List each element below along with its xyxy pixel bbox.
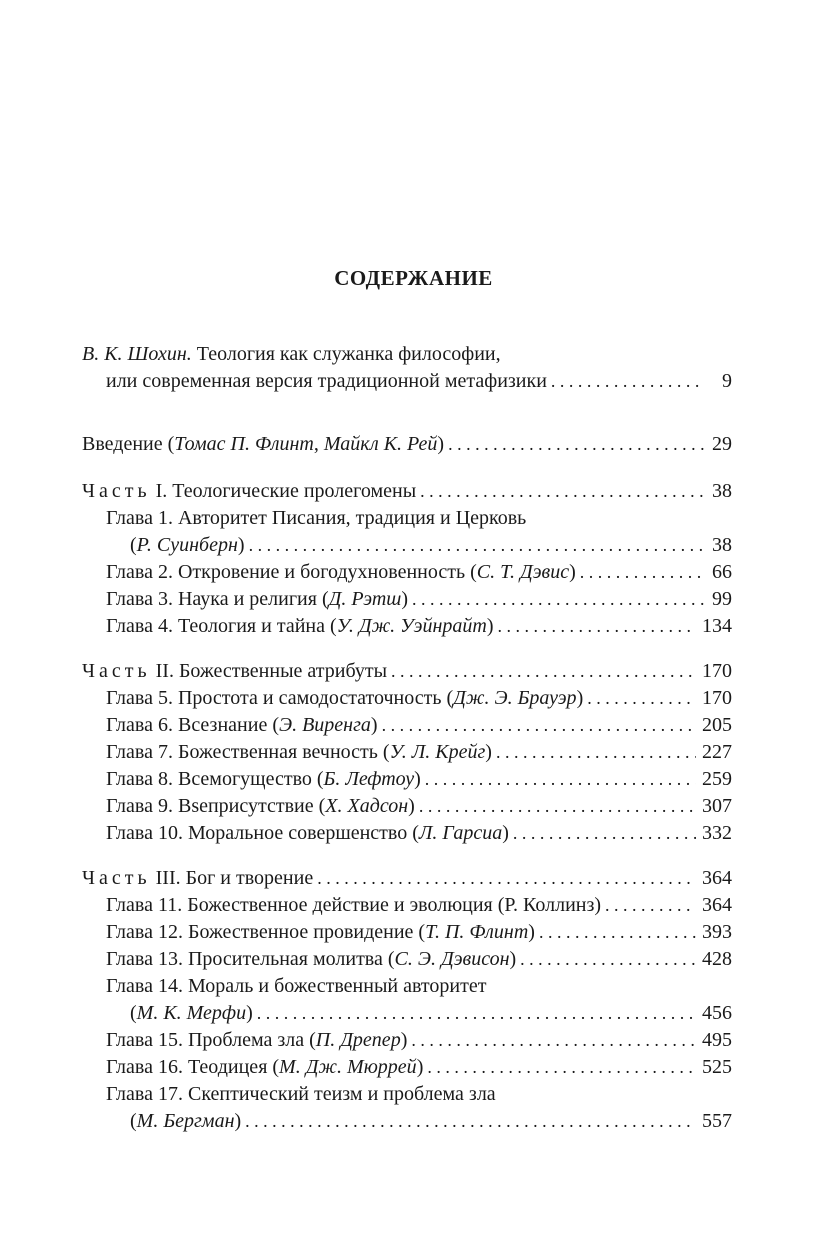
chapter-author: Д. Рэтш xyxy=(328,588,402,610)
toc-chapter-2[interactable] xyxy=(82,559,732,586)
toc-entry-intro[interactable] xyxy=(82,341,732,368)
page-number: 170 xyxy=(702,660,732,682)
leader-dots xyxy=(551,368,704,395)
leader-dots xyxy=(419,793,696,820)
toc-chapter-13[interactable] xyxy=(82,946,732,973)
page-number: 170 xyxy=(702,687,732,709)
toc-chapter-11[interactable] xyxy=(82,892,732,919)
toc-chapter-14-cont[interactable] xyxy=(82,1000,732,1027)
paren: ) xyxy=(502,822,509,844)
entry-author: В. К. Шохин. xyxy=(82,343,192,365)
leader-dots xyxy=(257,1000,696,1027)
chapter-author: М. Дж. Мюррей xyxy=(279,1056,417,1078)
leader-dots xyxy=(539,919,696,946)
chapter-author: У. Дж. Уэйнрайт xyxy=(336,615,487,637)
entry-title: Теология как служанка философии, xyxy=(191,343,501,365)
page-number: 9 xyxy=(722,370,732,392)
page-number: 364 xyxy=(702,894,732,916)
page-number: 428 xyxy=(702,948,732,970)
chapter-author: Х. Хадсон xyxy=(325,795,409,817)
toc-part-2[interactable] xyxy=(82,658,732,685)
toc-chapter-15[interactable] xyxy=(82,1027,732,1054)
paren: ) xyxy=(509,948,517,970)
page-number: 364 xyxy=(702,867,732,889)
page-number: 456 xyxy=(702,1002,732,1024)
chapter-title: Глава 6. Всезнание ( xyxy=(106,714,279,736)
paren: ) xyxy=(576,687,584,709)
paren: ( xyxy=(130,1002,137,1024)
leader-dots xyxy=(520,946,696,973)
toc-chapter-12[interactable] xyxy=(82,919,732,946)
paren: ( xyxy=(130,534,137,556)
leader-dots xyxy=(411,1027,696,1054)
toc-chapter-14[interactable] xyxy=(82,973,732,1000)
chapter-title: Глава 7. Божественная вечность ( xyxy=(106,741,390,763)
paren: ) xyxy=(486,615,494,637)
leader-dots xyxy=(245,1108,696,1135)
toc-chapter-10[interactable] xyxy=(82,820,732,847)
paren: ) xyxy=(246,1002,253,1024)
leader-dots xyxy=(427,1054,696,1081)
entry-author: Томас П. Флинт xyxy=(174,433,314,455)
leader-dots xyxy=(513,820,696,847)
part-title: III. Бог и творение xyxy=(150,867,314,889)
paren: ) xyxy=(400,1029,408,1051)
toc-entry-intro-cont[interactable] xyxy=(82,368,732,395)
leader-dots xyxy=(448,431,704,458)
chapter-author: Т. П. Флинт xyxy=(425,921,529,943)
paren: ) xyxy=(437,433,445,455)
leader-dots xyxy=(580,559,704,586)
chapter-title: Глава 17. Скептический теизм и проблема зла xyxy=(106,1083,496,1105)
chapter-author: Э. Виренга xyxy=(278,714,371,736)
leader-dots xyxy=(420,478,704,505)
toc-chapter-3[interactable] xyxy=(82,586,732,613)
page-number: 557 xyxy=(702,1110,732,1132)
toc-chapter-16[interactable] xyxy=(82,1054,732,1081)
toc-entry-introduction[interactable] xyxy=(82,431,732,458)
page-number: 29 xyxy=(712,433,732,455)
chapter-author: П. Дрепер xyxy=(315,1029,401,1051)
page-number: 307 xyxy=(702,795,732,817)
page-number: 38 xyxy=(712,534,732,556)
page-number: 332 xyxy=(702,822,732,844)
chapter-title: Глава 12. Божественное провидение ( xyxy=(106,921,426,943)
chapter-author: Р. Суинберн xyxy=(136,534,238,556)
chapter-title: Глава 2. Откровение и богодухновенность ( xyxy=(106,561,477,583)
chapter-title: Глава 8. Всемогущество ( xyxy=(106,768,324,790)
chapter-title: Глава 10. Моральное совершенство ( xyxy=(106,822,419,844)
paren: ) xyxy=(569,561,576,583)
paren: ) xyxy=(408,795,415,817)
page-number: 259 xyxy=(702,768,732,790)
toc-chapter-6[interactable] xyxy=(82,712,732,739)
part-word: Часть xyxy=(82,660,151,682)
chapter-title: Глава 15. Проблема зла ( xyxy=(106,1029,316,1051)
separator: , xyxy=(313,433,324,455)
toc-chapter-4[interactable] xyxy=(82,613,732,640)
page-number: 99 xyxy=(712,588,732,610)
chapter-author: Б. Лефтоу xyxy=(323,768,415,790)
part-word: Часть xyxy=(82,480,151,502)
chapter-author: М. К. Мерфи xyxy=(136,1002,247,1024)
leader-dots xyxy=(382,712,696,739)
toc-chapter-17-cont[interactable] xyxy=(82,1108,732,1135)
page-title: СОДЕРЖАНИЕ xyxy=(334,266,493,290)
chapter-author: У. Л. Крейг xyxy=(389,741,486,763)
chapter-title: Глава 3. Наука и религия ( xyxy=(106,588,329,610)
chapter-author: Дж. Э. Брауэр xyxy=(453,687,577,709)
leader-dots xyxy=(249,532,704,559)
leader-dots xyxy=(497,613,696,640)
page-number: 525 xyxy=(702,1056,732,1078)
part-title: I. Теологические пролегомены xyxy=(150,480,417,502)
page-number: 393 xyxy=(702,921,732,943)
chapter-author: С. Т. Дэвис xyxy=(476,561,570,583)
page-number: 134 xyxy=(702,615,732,637)
page-number: 227 xyxy=(702,741,732,763)
chapter-title: Глава 1. Авторитет Писания, традиция и Церковь xyxy=(106,507,527,529)
paren: ) xyxy=(416,1056,424,1078)
toc-chapter-9[interactable] xyxy=(82,793,732,820)
leader-dots xyxy=(317,865,696,892)
paren: ) xyxy=(237,534,245,556)
toc-part-3[interactable] xyxy=(82,865,732,892)
paren: ) xyxy=(370,714,378,736)
paren: ) xyxy=(234,1110,242,1132)
leader-dots xyxy=(412,586,704,613)
table-of-contents xyxy=(82,341,732,1135)
part-title: II. Божественные атрибуты xyxy=(150,660,388,682)
entry-title: Введение ( xyxy=(82,433,175,455)
chapter-author: М. Бергман xyxy=(136,1110,235,1132)
toc-chapter-5[interactable] xyxy=(82,685,732,712)
chapter-title: Глава 14. Мораль и божественный авторитет xyxy=(106,975,487,997)
paren: ) xyxy=(414,768,421,790)
page-number: 205 xyxy=(702,714,732,736)
leader-dots xyxy=(391,658,696,685)
paren: ) xyxy=(485,741,492,763)
paren: ) xyxy=(528,921,535,943)
leader-dots xyxy=(425,766,696,793)
chapter-author: Л. Гарсиа xyxy=(418,822,503,844)
chapter-title: Глава 5. Простота и самодостаточность ( xyxy=(106,687,454,709)
toc-chapter-8[interactable] xyxy=(82,766,732,793)
entry-author: Майкл К. Рей xyxy=(323,433,438,455)
chapter-title: Глава 13. Просительная молитва ( xyxy=(106,948,395,970)
paren: ) xyxy=(401,588,409,610)
leader-dots xyxy=(496,739,696,766)
page-number: 66 xyxy=(712,561,732,583)
part-word: Часть xyxy=(82,867,151,889)
chapter-author: С. Э. Дэвисон xyxy=(394,948,510,970)
entry-title: или современная версия традиционной метафизики xyxy=(106,370,547,392)
toc-chapter-17[interactable] xyxy=(82,1081,732,1108)
toc-chapter-7[interactable] xyxy=(82,739,732,766)
chapter-title: Глава 9. Вseприсутствие ( xyxy=(106,795,326,817)
leader-dots xyxy=(605,892,696,919)
chapter-title: Глава 11. Божественное действие и эволюция (Р. Коллинз) xyxy=(106,894,602,916)
page-number: 38 xyxy=(712,480,732,502)
toc-chapter-1-cont[interactable] xyxy=(82,532,732,559)
leader-dots xyxy=(587,685,696,712)
toc-chapter-1[interactable] xyxy=(82,505,732,532)
page-number: 495 xyxy=(702,1029,732,1051)
chapter-title: Глава 4. Теология и тайна ( xyxy=(106,615,337,637)
chapter-title: Глава 16. Теодицея ( xyxy=(106,1056,280,1078)
paren: ( xyxy=(130,1110,137,1132)
toc-part-1[interactable] xyxy=(82,478,732,505)
